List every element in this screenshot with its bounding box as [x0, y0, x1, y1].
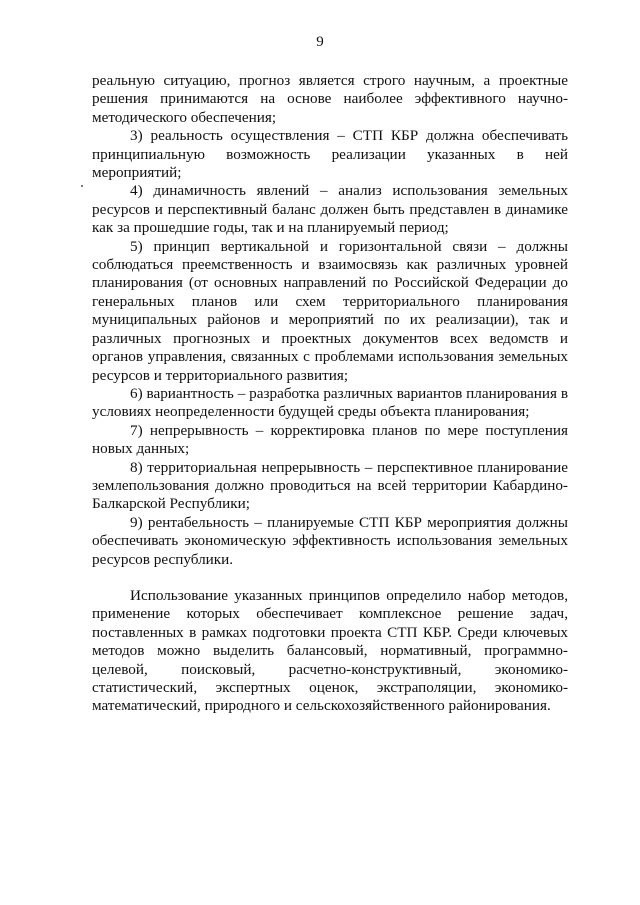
paragraph-item-4: 4) динамичность явлений – анализ использования земельных ресурсов и перспективный баланс должен быть представлен в динамике как за прошедшие годы, так и на планируемый период; — [92, 182, 568, 237]
paragraph-continuation: реальную ситуацию, прогноз является строго научным, а проектные решения принимаются на основе наиболее эффективного научно-методического обеспечения; — [92, 72, 568, 126]
paragraph-item-7: 7) непрерывность – корректировка планов по мере поступления новых данных; — [92, 421, 568, 458]
paragraph-item-5: 5) принцип вертикальной и горизонтальной связи – должны соблюдаться преемственность и взаимосвязь как различных уровней планирования (от основных направлений по Российской Федерации до генеральных планов или схем территориального планирования муниципальных районов и мероприятий по их реализации), так и различных прогнозных и проектных документов всех ведомств и органов управления, связанных с проблемами использования земельных ресурсов и территориального развития; — [92, 237, 568, 384]
page-number: 9 — [316, 34, 324, 50]
margin-dot — [81, 185, 83, 187]
paragraph-item-6: 6) вариантность – разработка различных вариантов планирования в условиях неопределенности будущей среды объекта планирования; — [92, 384, 568, 421]
paragraph-item-3: 3) реальность осуществления – СТП КБР должна обеспечивать принципиальную возможность реализации указанных в ней мероприятий; — [92, 127, 568, 182]
paragraph-item-9: 9) рентабельность – планируемые СТП КБР мероприятия должны обеспечивать экономическую эффективность использования земельных ресурсов республики. — [92, 513, 568, 568]
document-body — [92, 72, 568, 716]
paragraph-item-8: 8) территориальная непрерывность – перспективное планирование землепользования должно проводиться на всей территории Кабардино-Балкарской Республики; — [92, 458, 568, 513]
paragraph-methods: Использование указанных принципов определило набор методов, применение которых обеспечивает комплексное решение задач, поставленных в рамках подготовки проекта СТП КБР. Среди ключевых методов можно выделить балансовый, нормативный, программно-целевой, поисковый, расчетно-конструктивный, экономико-статистический, экспертных оценок, экстраполяции, экономико-математический, природного и сельскохозяйственного районирования. — [92, 586, 568, 715]
